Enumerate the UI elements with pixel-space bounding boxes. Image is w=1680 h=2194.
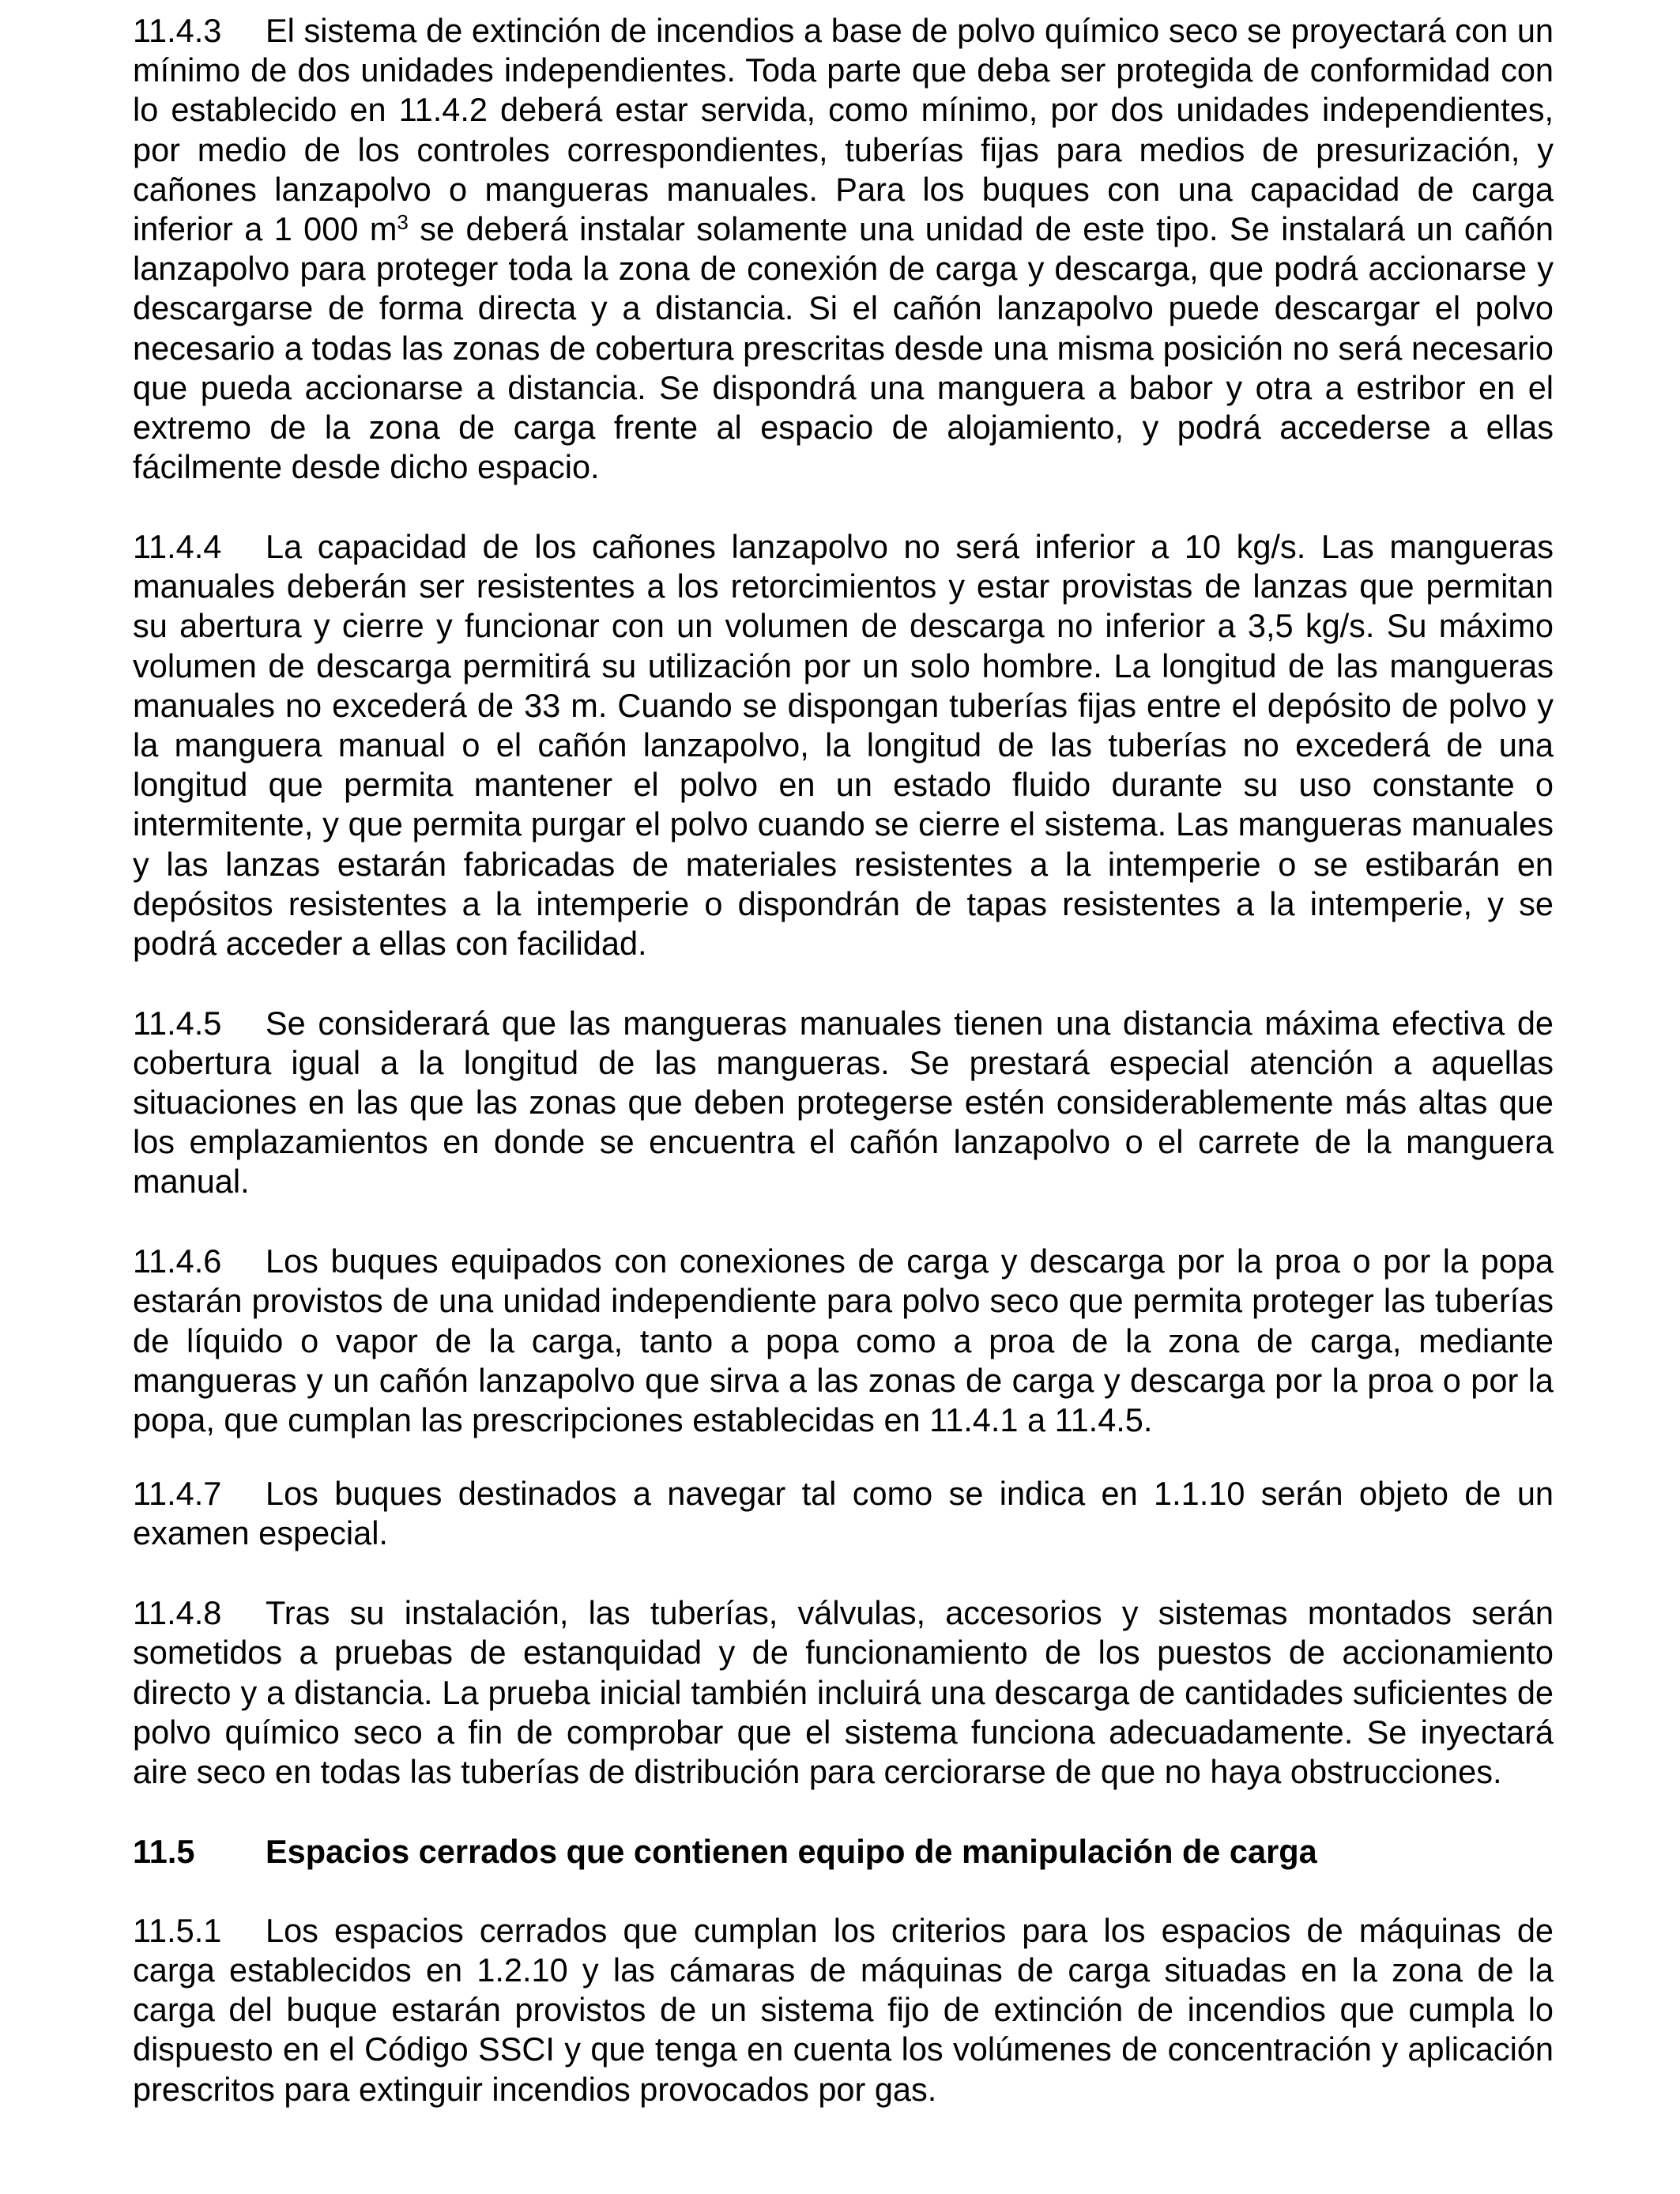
paragraph-number: 11.4.3: [133, 12, 222, 49]
paragraph-11-4-4: [133, 527, 1554, 963]
paragraph-text: El sistema de extinción de incendios a base de polvo químico seco se proyectará con un mínimo de dos unidades independientes. Toda parte que deba ser protegida de conformidad con lo establecido en 11.4.2 deberá estar servida, como mínimo, por dos unidades independientes, por medio de los controles correspondientes, tuberías fijas para medios de presurización, y cañones lanzapolvo o mangueras manuales. Para los buques con una capacidad de carga inferior a 1 000 m: [133, 12, 1554, 248]
paragraph-text: Tras su instalación, las tuberías, válvulas, accesorios y sistemas montados serán sometidos a pruebas de estanquidad y de funcionamiento de los puestos de accionamiento directo y a distancia. La prueba inicial también incluirá una descarga de cantidades suficientes de polvo químico seco a fin de comprobar que el sistema funciona adecuadamente. Se inyectará aire seco en todas las tuberías de distribución para cerciorarse de que no haya obstrucciones.: [133, 1594, 1554, 1790]
paragraph-11-4-7: [133, 1474, 1554, 1553]
superscript: 3: [397, 210, 409, 235]
paragraph-11-4-5: [133, 1004, 1554, 1202]
paragraph-number: 11.4.8: [133, 1594, 222, 1632]
paragraph-text-continued: se deberá instalar solamente una unidad de este tipo. Se instalará un cañón lanzapolvo para proteger toda la zona de conexión de carga y descarga, que podrá accionarse y descargarse de forma directa y a distancia. Si el cañón lanzapolvo puede descargar el polvo necesario a todas las zonas de cobertura prescritas desde una misma posición no será necesario que pueda accionarse a distancia. Se dispondrá una manguera a babor y otra a estribor en el extremo de la zona de carga frente al espacio de alojamiento, y podrá accederse a ellas fácilmente desde dicho espacio.: [133, 210, 1554, 486]
paragraph-11-4-8: [133, 1593, 1554, 1792]
paragraph-number: 11.4.5: [133, 1004, 222, 1042]
paragraph-11-5-1: [133, 1911, 1554, 2109]
paragraph-number: 11.4.7: [133, 1475, 222, 1513]
section-title: Espacios cerrados que contienen equipo de manipulación de carga: [266, 1832, 1317, 1870]
paragraph-text: Los buques equipados con conexiones de carga y descarga por la proa o por la popa estarán provistos de una unidad independiente para polvo seco que permita proteger las tuberías de líquido o vapor de la carga, tanto a popa como a proa de la zona de carga, mediante mangueras y un cañón lanzapolvo que sirva a las zonas de carga y descarga por la proa o por la popa, que cumplan las prescripciones establecidas en 11.4.1 a 11.4.5.: [133, 1242, 1554, 1438]
paragraph-number: 11.4.6: [133, 1242, 222, 1280]
section-heading-11-5: [133, 1832, 1554, 1872]
paragraph-11-4-3: [133, 11, 1554, 487]
paragraph-text: Los buques destinados a navegar tal como se indica en 1.1.10 serán objeto de un examen especial.: [133, 1475, 1554, 1552]
paragraph-text: La capacidad de los cañones lanzapolvo no será inferior a 10 kg/s. Las mangueras manuales deberán ser resistentes a los retorcimientos y estar provistas de lanzas que permitan su abertura y cierre y funcionar con un volumen de descarga no inferior a 3,5 kg/s. Su máximo volumen de descarga permitirá su utilización por un solo hombre. La longitud de las mangueras manuales no excederá de 33 m. Cuando se dispongan tuberías fijas entre el depósito de polvo y la manguera manual o el cañón lanzapolvo, la longitud de las tuberías no excederá de una longitud que permita mantener el polvo en un estado fluido durante su uso constante o intermitente, y que permita purgar el polvo cuando se cierre el sistema. Las mangueras manuales y las lanzas estarán fabricadas de materiales resistentes a la intemperie o se estibarán en depósitos resistentes a la intemperie o dispondrán de tapas resistentes a la intemperie, y se podrá acceder a ellas con facilidad.: [133, 527, 1554, 962]
document-page: [133, 11, 1554, 2149]
paragraph-text: Los espacios cerrados que cumplan los criterios para los espacios de máquinas de carga establecidos en 1.2.10 y las cámaras de máquinas de carga situadas en la zona de la carga del buque estarán provistos de un sistema fijo de extinción de incendios que cumpla lo dispuesto en el Código SSCI y que tenga en cuenta los volúmenes de concentración y aplicación prescritos para extinguir incendios provocados por gas.: [133, 1911, 1554, 2108]
paragraph-text: Se considerará que las mangueras manuales tienen una distancia máxima efectiva de cobertura igual a la longitud de las mangueras. Se prestará especial atención a aquellas situaciones en las que las zonas que deben protegerse estén considerablemente más altas que los emplazamientos en donde se encuentra el cañón lanzapolvo o el carrete de la manguera manual.: [133, 1004, 1554, 1201]
paragraph-11-4-6: [133, 1242, 1554, 1440]
paragraph-number: 11.4.4: [133, 527, 222, 565]
section-number: 11.5: [133, 1832, 195, 1870]
paragraph-number: 11.5.1: [133, 1911, 222, 1949]
